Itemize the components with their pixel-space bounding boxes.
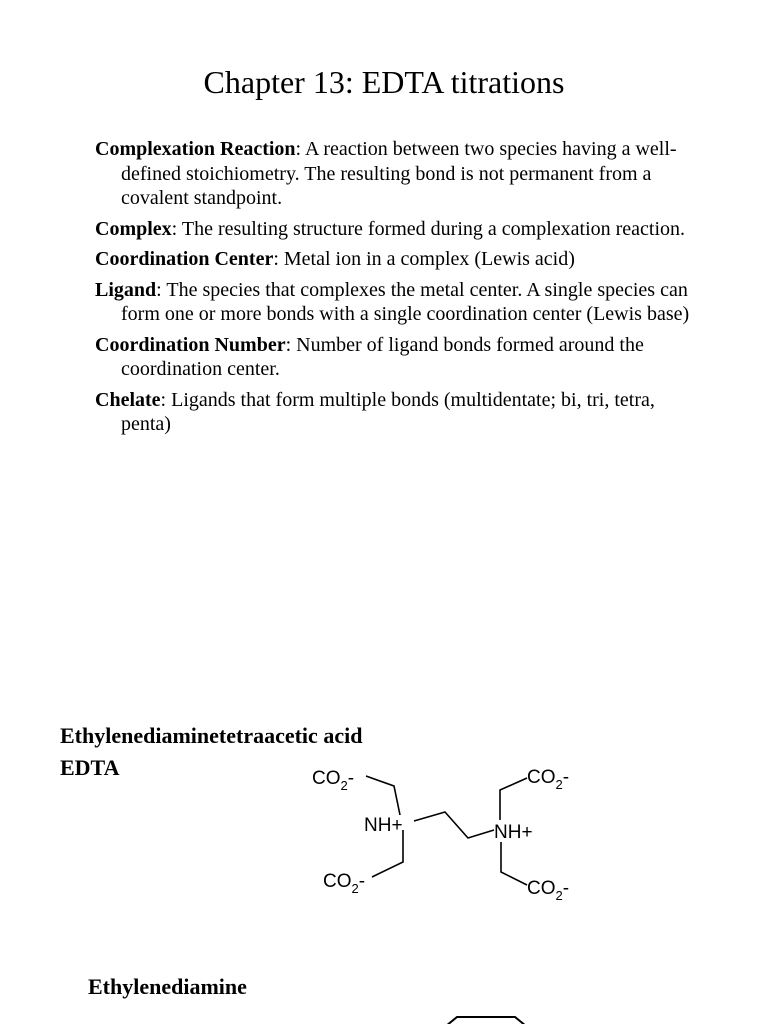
definition-term: Coordination Number bbox=[95, 333, 286, 356]
definition-text: : The resulting structure formed during a complexation reaction. bbox=[171, 217, 686, 240]
ethylenediamine-structure-fragment bbox=[446, 1017, 526, 1024]
edta-abbreviation: EDTA bbox=[60, 755, 120, 780]
bond-ethylene-bridge bbox=[414, 812, 494, 838]
ammonium-right-label: NH+ bbox=[494, 822, 533, 843]
definition-text: : A reaction between two species having a well-defined stoichiometry. The resulting bond is not permanent from a covalent standpoint. bbox=[121, 138, 677, 209]
carboxylate-upper-left-label: $CO_2-$ bbox=[312, 768, 355, 793]
definition-term: Complexation Reaction bbox=[95, 138, 296, 160]
definition-text: : The species that complexes the metal center. A single species can form one or more bonds with a single coordination center (Lewis base) bbox=[121, 278, 690, 325]
definition-term: Ligand bbox=[95, 278, 157, 301]
bond-upper-left-arm bbox=[366, 776, 400, 815]
definition-term: Chelate bbox=[95, 388, 161, 411]
carboxylate-lower-right-label: $CO_2-$ bbox=[527, 878, 570, 903]
bond-lower-right-arm bbox=[501, 842, 527, 885]
bond-lower-left-arm bbox=[372, 830, 403, 877]
definition-text: : Number of ligand bonds formed around the coordination center. bbox=[121, 333, 644, 380]
definition-text: : Metal ion in a complex (Lewis acid) bbox=[273, 248, 575, 270]
ammonium-left-label: NH+ bbox=[364, 815, 403, 836]
edta-full-name: Ethylenediaminetetraacetic acid bbox=[60, 723, 363, 748]
definition-term: Complex bbox=[95, 217, 172, 240]
definition-term: Coordination Center bbox=[95, 248, 274, 270]
carboxylate-upper-right-label: $CO_2-$ bbox=[527, 767, 570, 792]
ethylenediamine-name: Ethylenediamine bbox=[88, 974, 247, 999]
page-title: Chapter 13: EDTA titrations bbox=[203, 64, 565, 100]
definition-text: : Ligands that form multiple bonds (multidentate; bi, tri, tetra, penta) bbox=[121, 388, 655, 435]
carboxylate-lower-left-label: $CO_2-$ bbox=[323, 871, 366, 896]
edta-atom-labels bbox=[312, 767, 569, 903]
bond-upper-right-arm bbox=[500, 778, 527, 820]
